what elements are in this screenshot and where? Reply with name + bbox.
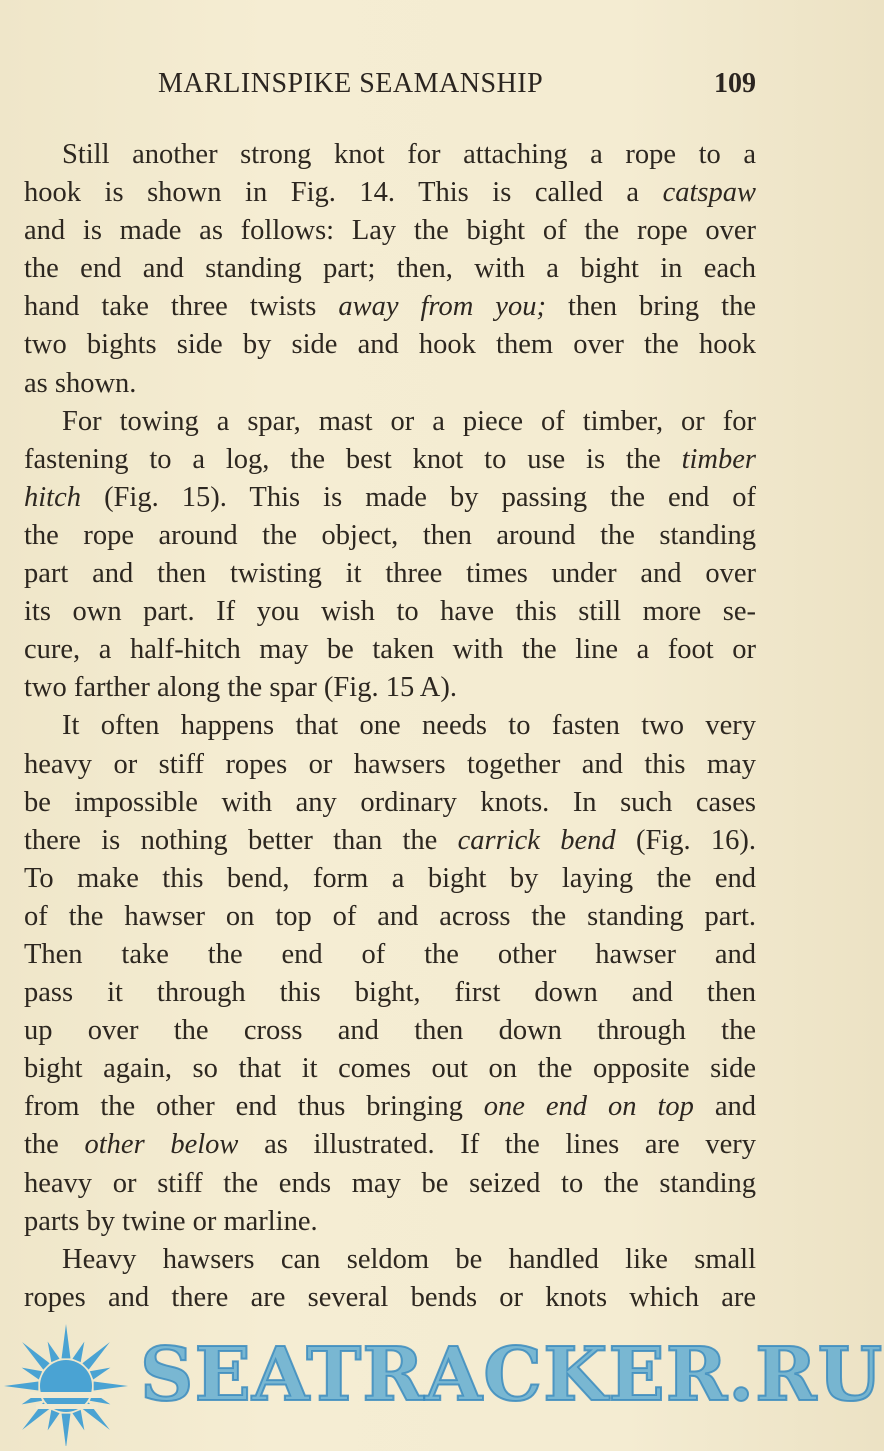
sun-ray [90,1368,111,1380]
text-line [24,365,756,403]
text-segment: It often happens that one needs to fasten two very [62,710,756,742]
text-line [24,936,756,974]
page-number: 109 [714,68,756,99]
text-segment: then bring the [545,291,756,323]
body-text [24,136,756,1317]
text-line [24,1165,756,1203]
text-segment: its own part. If you wish to have this still more se- [24,596,756,628]
text-line [24,631,756,669]
italic-term: away from you; [338,291,546,323]
sun-ray [22,1342,49,1369]
sun-ray [4,1382,38,1391]
text-line [24,1279,756,1317]
text-segment: up over the cross and then down through the [24,1015,756,1047]
text-line [24,898,756,936]
sun-ray [22,1368,43,1380]
text-line [24,669,756,707]
italic-term: other below [84,1129,239,1161]
text-segment: bight again, so that it comes out on the opposite side [24,1053,756,1085]
text-line [24,1088,756,1126]
text-segment: hand take three twists [24,291,339,323]
text-segment: and [693,1091,757,1123]
text-line [24,174,756,212]
italic-term: catspaw [662,177,756,209]
text-line [24,403,756,441]
sun-ray [72,1342,84,1363]
text-segment: hook is shown in Fig. 14. This is called a [24,177,663,209]
text-segment: part and then twisting it three times under and over [24,558,756,590]
text-line [24,326,756,364]
watermark-text: SEATRACKER.RU [140,1332,884,1418]
text-segment: pass it through this bight, first down and then [24,977,756,1009]
text-line [24,1203,756,1241]
text-line [24,555,756,593]
text-segment: and is made as follows: Lay the bight of the rope over [24,215,756,247]
text-line [24,784,756,822]
text-segment: the end and standing part; then, with a bight in each [24,253,756,285]
text-segment: ropes and there are several bends or knots which are [24,1281,756,1313]
sun-ray [48,1410,60,1431]
text-segment: Still another strong knot for attaching a rope to a [62,139,756,170]
text-segment: For towing a spar, mast or a piece of timber, or for [62,405,756,437]
text-segment: fastening to a log, the best knot to use is the [24,443,682,475]
text-segment: of the hawser on top of and across the standing part. [24,900,756,932]
text-line [24,441,756,479]
italic-term: one end on top [483,1091,694,1123]
text-segment: heavy or stiff the ends may be seized to the standing [24,1167,756,1199]
sun-ray [82,1342,109,1369]
text-segment: there is nothing better than the [24,824,458,856]
text-segment: two bights side by side and hook them over the hook [24,329,756,361]
text-line [24,593,756,631]
text-line [24,1012,756,1050]
text-line [24,860,756,898]
text-line [24,1241,756,1279]
italic-term: hitch [24,481,81,513]
text-line [24,1126,756,1164]
text-segment: as shown. [24,367,137,399]
text-line [24,212,756,250]
italic-term: timber [681,443,756,475]
text-line [24,746,756,784]
text-segment: heavy or stiff ropes or hawsers together and this may [24,748,756,780]
text-segment: two farther along the spar (Fig. 15 A). [24,672,457,704]
text-segment: To make this bend, form a bight by laying the end [24,862,756,894]
text-line [24,136,756,174]
text-line [24,707,756,745]
sun-icon [2,1322,132,1446]
text-line [24,288,756,326]
text-segment: the [24,1129,85,1161]
sun-ray [62,1414,71,1446]
text-line [24,822,756,860]
sun-ray [62,1324,71,1358]
text-line [24,517,756,555]
text-line [24,479,756,517]
text-segment: be impossible with any ordinary knots. In such cases [24,786,756,818]
page-header [24,64,756,104]
text-segment: as illustrated. If the lines are very [238,1129,756,1161]
text-segment: from the other end thus bringing [24,1091,484,1123]
italic-term: carrick bend [457,824,616,856]
text-segment: parts by twine or marline. [24,1205,318,1237]
sun-ray [94,1382,128,1391]
text-segment: (Fig. 16). [615,824,757,856]
text-segment: Heavy hawsers can seldom be handled like small [62,1243,756,1275]
sun-ray [48,1342,60,1363]
text-segment: (Fig. 15). This is made by passing the end of [81,481,756,513]
text-segment: cure, a half-hitch may be taken with the line a foot or [24,634,756,666]
sun-ray [72,1410,84,1431]
text-segment: the rope around the object, then around the standing [24,519,756,551]
text-line [24,250,756,288]
text-line [24,974,756,1012]
text-line [24,1050,756,1088]
watermark [0,1318,884,1451]
running-title: MARLINSPIKE SEAMANSHIP [158,68,544,99]
text-segment: Then take the end of the other hawser and [24,938,756,970]
